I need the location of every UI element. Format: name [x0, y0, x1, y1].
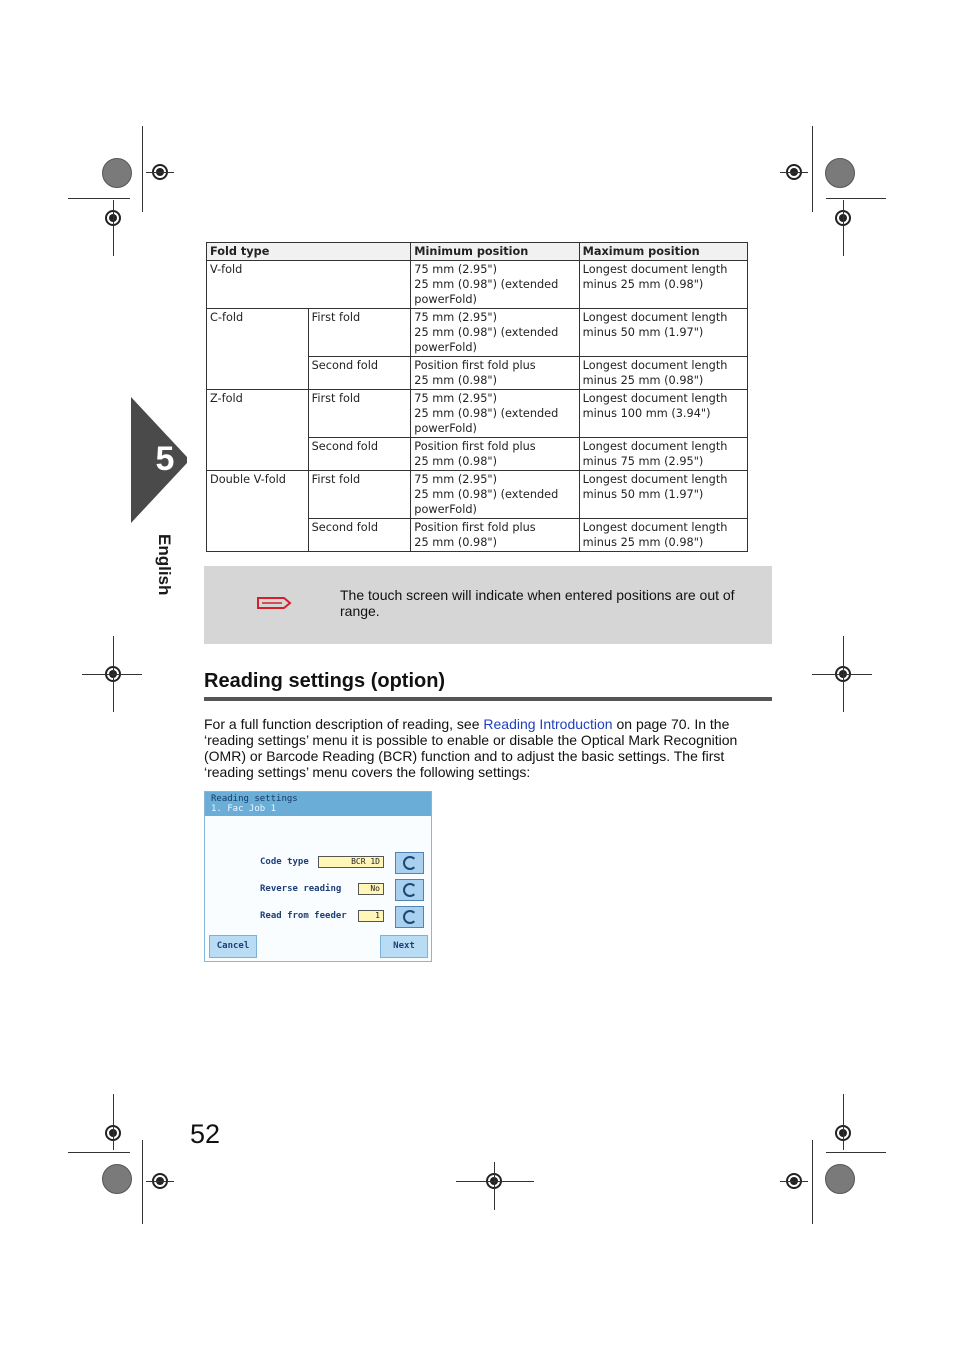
- table-header-row: [207, 243, 748, 261]
- cycle-icon: [403, 910, 417, 924]
- next-button[interactable]: Next: [380, 935, 428, 958]
- registration-dot: [825, 158, 855, 188]
- cell-max: Longest document length minus 50 mm (1.97"): [579, 309, 747, 357]
- cycle-icon: [403, 883, 417, 897]
- cell-max: Longest document length minus 75 mm (2.95"): [579, 438, 747, 471]
- code-type-label: Code type: [260, 857, 309, 867]
- section-rule: [204, 697, 772, 701]
- section-title: Reading settings (option): [204, 670, 446, 692]
- page-number: 52: [190, 1119, 221, 1149]
- cycle-icon: [403, 856, 417, 870]
- cell-min: Position first fold plus 25 mm (0.98"): [411, 519, 579, 552]
- header-maximum-position: Maximum position: [579, 243, 747, 261]
- screen-title: Reading settings: [211, 794, 298, 804]
- read-from-feeder-cycle-button[interactable]: [395, 906, 424, 928]
- cell-fold: Second fold: [308, 357, 411, 390]
- cancel-button[interactable]: Cancel: [209, 935, 257, 958]
- cell-fold: Second fold: [308, 519, 411, 552]
- cell-min: 75 mm (2.95") 25 mm (0.98") (extended powerFold): [411, 471, 579, 519]
- cell-fold: First fold: [308, 309, 411, 357]
- reverse-reading-field[interactable]: No: [358, 883, 384, 895]
- cell-min: 75 mm (2.95") 25 mm (0.98") (extended powerFold): [411, 390, 579, 438]
- cell-max: Longest document length minus 25 mm (0.98"): [579, 519, 747, 552]
- chapter-number: 5: [155, 440, 175, 478]
- header-minimum-position: Minimum position: [411, 243, 579, 261]
- registration-dot: [825, 1164, 855, 1194]
- language-label: English: [155, 534, 174, 596]
- cell-min: 75 mm (2.95") 25 mm (0.98") (extended powerFold): [411, 261, 579, 309]
- note-text: The touch screen will indicate when entered positions are out of range.: [340, 587, 735, 619]
- cell-min: Position first fold plus 25 mm (0.98"): [411, 438, 579, 471]
- registration-dot: [102, 1164, 132, 1194]
- fold-position-table: [206, 242, 748, 552]
- reverse-reading-cycle-button[interactable]: [395, 879, 424, 901]
- cell-fold-type: Z-fold: [207, 390, 309, 471]
- header-fold-type: Fold type: [207, 243, 411, 261]
- cell-max: Longest document length minus 25 mm (0.98"): [579, 261, 747, 309]
- screen-subtitle: 1. Fac Job 1: [211, 804, 277, 814]
- read-from-feeder-label: Read from feeder: [260, 911, 347, 921]
- table-row: [207, 261, 748, 309]
- code-type-cycle-button[interactable]: [395, 852, 424, 874]
- registration-dot: [102, 158, 132, 188]
- cell-max: Longest document length minus 25 mm (0.98"): [579, 357, 747, 390]
- cell-min: Position first fold plus 25 mm (0.98"): [411, 357, 579, 390]
- screen-header: [205, 792, 431, 816]
- cell-fold-type: V-fold: [207, 261, 411, 309]
- cell-max: Longest document length minus 50 mm (1.97"): [579, 471, 747, 519]
- section-paragraph: For a full function description of reading, see Reading Introduction on page 70. In the ‘reading settings’ menu it is possible to enable or disable the Optical Mark Recognition (OMR) or Barcode Reading (BCR) function and to adjust the basic settings. The first ‘reading settings’ menu covers the following settings:: [204, 716, 738, 780]
- cell-fold: First fold: [308, 471, 411, 519]
- table-row: [207, 390, 748, 438]
- code-type-field[interactable]: BCR 1D: [318, 856, 384, 868]
- reading-settings-screen: [204, 791, 432, 962]
- cell-fold: Second fold: [308, 438, 411, 471]
- reading-introduction-link[interactable]: Reading Introduction: [483, 716, 613, 732]
- cell-fold: First fold: [308, 390, 411, 438]
- table-row: [207, 309, 748, 357]
- table-row: [207, 471, 748, 519]
- cell-max: Longest document length minus 100 mm (3.94"): [579, 390, 747, 438]
- reverse-reading-label: Reverse reading: [260, 884, 342, 894]
- cell-fold-type: C-fold: [207, 309, 309, 390]
- cell-min: 75 mm (2.95") 25 mm (0.98") (extended powerFold): [411, 309, 579, 357]
- cell-fold-type: Double V-fold: [207, 471, 309, 552]
- pencil-icon: [256, 594, 292, 612]
- read-from-feeder-field[interactable]: 1: [358, 910, 384, 922]
